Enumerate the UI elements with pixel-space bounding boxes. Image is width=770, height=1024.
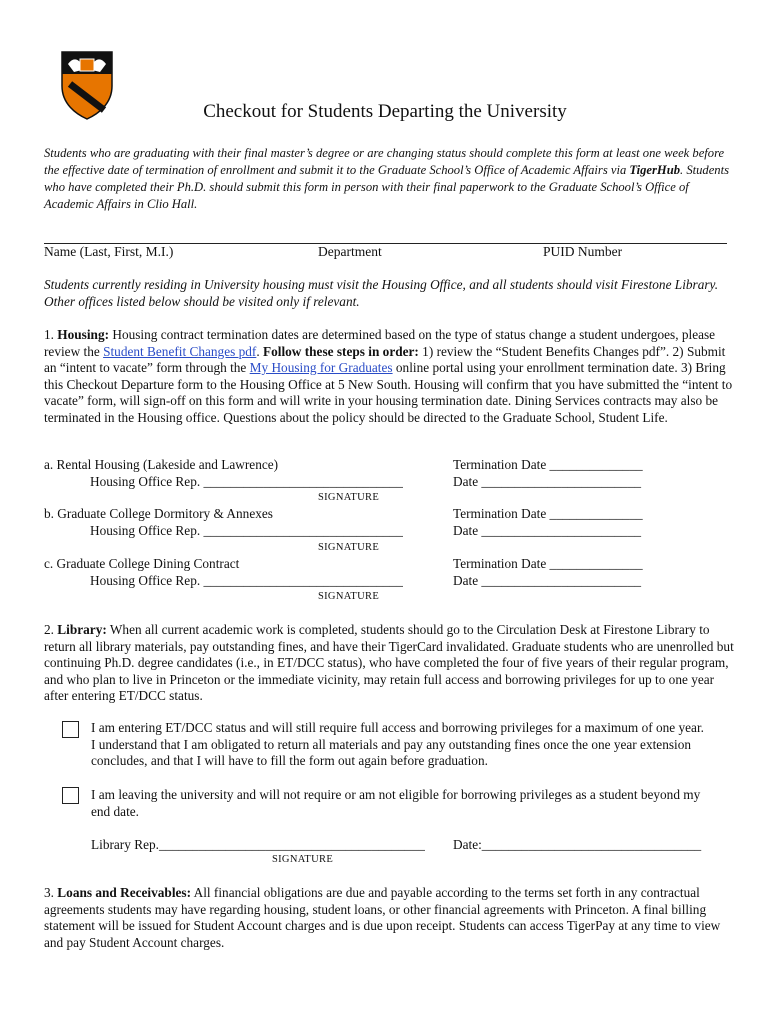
library-date-field[interactable]: Date:_________________________________ — [453, 837, 702, 852]
housing-item-c-label: c. Graduate College Dining Contract — [44, 556, 240, 571]
housing-item-b-date[interactable]: Date ________________________ — [453, 523, 641, 538]
etdcc-checkbox[interactable] — [62, 721, 79, 738]
housing-paragraph: 1. Housing: Housing contract termination dates are determined based on the type of status change a student undergoes, please review the Student Benefit Changes pdf. Follow these steps in order: 1) review the “Student Benefits Changes pdf”. 2) Submit an “intent to vacate” form through the My Housing for Graduates online portal using your enrollment termination date. 3) Bring this Checkout Departure form to the Housing Office at 5 New South. Housing will confirm that you have submitted the “intent to vacate” form, will sign-off on this form and will write in your housing termination date. Dining Services contracts may also be terminated in the Housing office. Questions about the policy should be directed to the Graduate School, Student Life. — [44, 327, 733, 425]
library-rep-field[interactable]: Library Rep.________________________________________ — [91, 837, 425, 852]
etdcc-option-text: I am entering ET/DCC status and will still require full access and borrowing privileges for a maximum of one year. I understand that I am obligated to return all materials and pay any outstanding fines once the one year extension concludes, and that I will have to fill the form out again before graduation. — [91, 720, 704, 769]
leaving-option-text: I am leaving the university and will not require or am not eligible for borrowing privileges as a student beyond my end date. — [91, 787, 701, 819]
housing-item-a-rep[interactable]: Housing Office Rep. ______________________________ — [90, 474, 403, 489]
department-label: Department — [318, 244, 382, 259]
housing-item-b-rep[interactable]: Housing Office Rep. ______________________________ — [90, 523, 403, 538]
leaving-checkbox[interactable] — [62, 787, 79, 804]
housing-item-c-date[interactable]: Date ________________________ — [453, 573, 641, 588]
housing-item-b-label: b. Graduate College Dormitory & Annexes — [44, 506, 273, 521]
puid-label: PUID Number — [543, 244, 623, 259]
intro-paragraph: Students who are graduating with their final master’s degree or are changing status should complete this form at least one week before the effective date of termination of enrollment and submit it to the Graduate School’s Office of Academic Affairs via TigerHub. Students who have completed their Ph.D. should submit this form in person with their final paperwork to the Graduate School’s Office of Academic Affairs in Clio Hall. — [44, 146, 729, 211]
housing-item-c-rep[interactable]: Housing Office Rep. ______________________________ — [90, 573, 403, 588]
student-benefit-changes-link[interactable]: Student Benefit Changes pdf — [103, 343, 257, 359]
signature-caption: SIGNATURE — [318, 591, 380, 602]
library-paragraph: 2. Library: When all current academic work is completed, students should go to the Circulation Desk at Firestone Library to return all library materials, pay outstanding fines, and have their TigerCard invalidated. Graduate students who are unenrolled but continuing Ph.D. degree candidates (i.e., in ET/DCC status), who have completed the four of five years of their regular program, and who plan to live in Princeton or the immediate vicinity, may retain full access and borrowing privileges for up to one year after entering ET/DCC status. — [44, 622, 734, 704]
page-title: Checkout for Students Departing the University — [203, 101, 567, 122]
housing-item-c-termination[interactable]: Termination Date ______________ — [453, 556, 643, 571]
housing-item-a-termination[interactable]: Termination Date ______________ — [453, 457, 643, 472]
name-label: Name (Last, First, M.I.) — [44, 244, 174, 259]
housing-item-a-date[interactable]: Date ________________________ — [453, 474, 641, 489]
loans-paragraph: 3. Loans and Receivables: All financial obligations are due and payable according to the terms set forth in any contractual agreements students may have regarding housing, student loans, or other financial agreements with Princeton. A final billing statement will be issued for Student Account charges and is due upon receipt. Students can access TigerPay at any time to view and pay Student Account charges. — [44, 885, 721, 950]
signature-caption: SIGNATURE — [318, 492, 380, 503]
housing-item-a-label: a. Rental Housing (Lakeside and Lawrence) — [44, 457, 279, 472]
signature-caption: SIGNATURE — [272, 854, 334, 865]
housing-item-b-termination[interactable]: Termination Date ______________ — [453, 506, 643, 521]
signature-caption: SIGNATURE — [318, 542, 380, 553]
residing-note: Students currently residing in University housing must visit the Housing Office, and all students should visit Firestone Library. Other offices listed below should be visited only if relevant. — [44, 277, 719, 309]
my-housing-link[interactable]: My Housing for Graduates — [249, 360, 393, 376]
